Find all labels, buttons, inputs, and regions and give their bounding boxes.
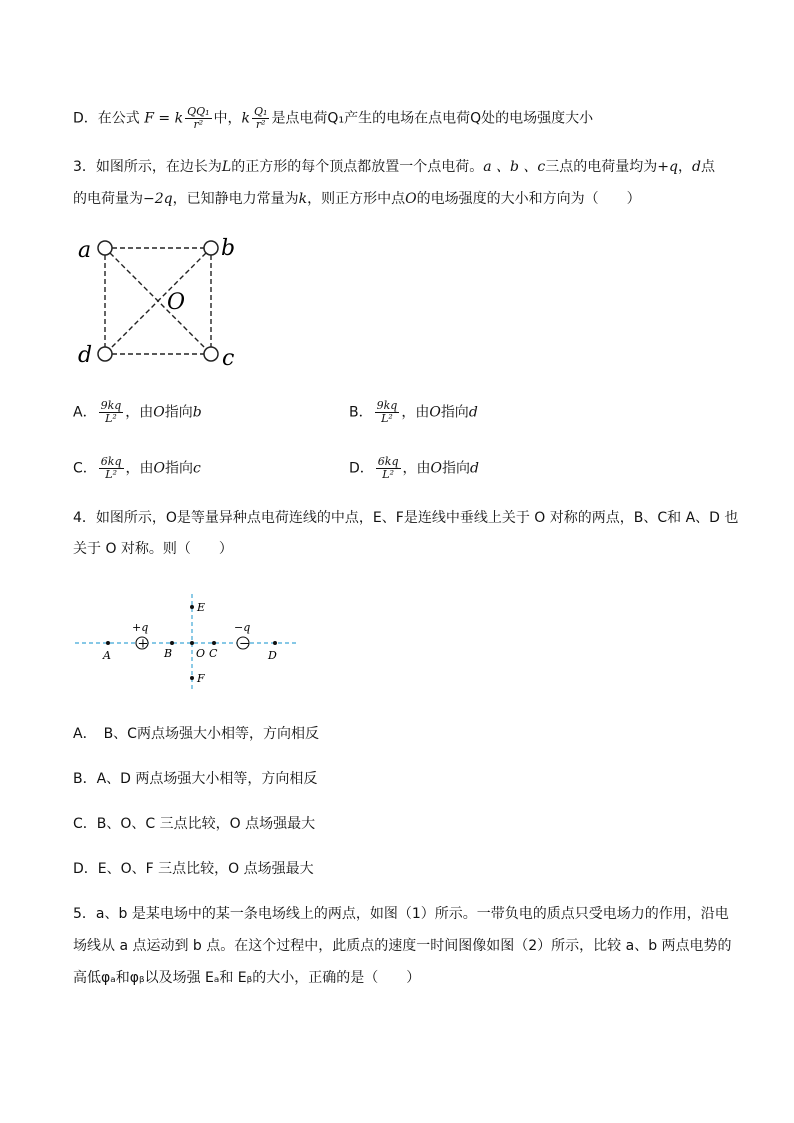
point-A bbox=[106, 641, 110, 645]
point-O bbox=[190, 641, 194, 645]
point-F bbox=[190, 676, 194, 680]
q3-option-a[interactable]: A． $\frac{9kq}{\text{L²}}$ ，由O指向b bbox=[73, 399, 202, 425]
label-d: d bbox=[78, 343, 93, 368]
q4-option-d[interactable]: D．E、O、F 三点比较，O 点场强最大 bbox=[73, 861, 314, 877]
q4-option-b[interactable]: B．A、D 两点场强大小相等，方向相反 bbox=[73, 771, 318, 787]
point-B bbox=[170, 641, 174, 645]
label-minus-q: −q bbox=[234, 621, 251, 634]
charge-b bbox=[204, 241, 218, 255]
label-C: C bbox=[209, 647, 218, 660]
formula-fraction-2: $\frac{\text{Q₁}}{\text{r²}}$ bbox=[254, 105, 268, 131]
q3-option-c[interactable]: C． $\frac{6kq}{\text{L²}}$ ，由O指向c bbox=[73, 455, 201, 481]
q3-stem-line2: 的电荷量为−2q，已知静电力常量为k，则正方形中点O的电场强度的大小和方向为（ ） bbox=[73, 191, 641, 207]
label-O: O bbox=[167, 290, 186, 315]
formula-fraction: $\frac{\text{QQ₁}}{\text{r²}}$ bbox=[187, 105, 210, 131]
q4-option-a[interactable]: A． B、C两点场强大小相等，方向相反 bbox=[73, 726, 319, 742]
label-O4: O bbox=[196, 647, 206, 660]
label-D: D bbox=[268, 649, 277, 662]
minus-sign: − bbox=[239, 636, 250, 652]
q3-square-figure bbox=[70, 230, 250, 370]
charge-c bbox=[204, 347, 218, 361]
q4-stem-line2: 关于 O 对称。则（ ） bbox=[73, 541, 233, 557]
q4-charges-figure bbox=[70, 592, 310, 692]
charge-a bbox=[98, 241, 112, 255]
q3-stem-line1: 3．如图所示，在边长为L的正方形的每个顶点都放置一个点电荷。a 、b 、c三点的电荷量均为+q，d点 bbox=[73, 159, 715, 175]
point-E bbox=[190, 605, 194, 609]
label-plus-q: +q bbox=[132, 621, 149, 634]
label-A: A bbox=[103, 649, 111, 662]
q5-stem-line3: 高低φₐ和φᵦ以及场强 Eₐ和 Eᵦ的大小，正确的是（ ） bbox=[73, 970, 421, 986]
q4-stem-line1: 4．如图所示，O是等量异种点电荷连线的中点，E、F是连线中垂线上关于 O 对称的两点，B、C和 A、D 也 bbox=[73, 510, 739, 526]
plus-sign: + bbox=[137, 636, 149, 652]
q3-option-d[interactable]: D． $\frac{6kq}{\text{L²}}$ ，由O指向d bbox=[349, 455, 479, 481]
point-C bbox=[212, 641, 216, 645]
label-B: B bbox=[164, 647, 173, 660]
q2-option-d: D．在公式 F = k $\frac{\text{QQ₁}}{\text{r²}}$ 中，k $\frac{\text{Q₁}}{\text{r²}}$ 是点电荷Q₁产生的电场在点电荷Q处的电场强度大小 bbox=[73, 105, 594, 131]
q4-option-c[interactable]: C．B、O、C 三点比较，O 点场强最大 bbox=[73, 816, 316, 832]
q3-option-b[interactable]: B． $\frac{9kq}{\text{L²}}$ ，由O指向d bbox=[349, 399, 478, 425]
label-E: E bbox=[197, 601, 206, 614]
q5-stem-line2: 场线从 a 点运动到 b 点。在这个过程中，此质点的速度一时间图像如图（2）所示，比较 a、b 两点电势的 bbox=[73, 938, 732, 954]
label-c: c bbox=[222, 346, 235, 370]
label-F: F bbox=[197, 672, 205, 685]
q5-stem-line1: 5．a、b 是某电场中的某一条电场线上的两点，如图（1）所示。一带负电的质点只受电场力的作用，沿电 bbox=[73, 906, 729, 922]
formula-lhs: F = k bbox=[144, 110, 184, 127]
label-a: a bbox=[78, 238, 92, 263]
label-b: b bbox=[221, 236, 236, 261]
charge-d bbox=[98, 347, 112, 361]
point-D bbox=[273, 641, 277, 645]
